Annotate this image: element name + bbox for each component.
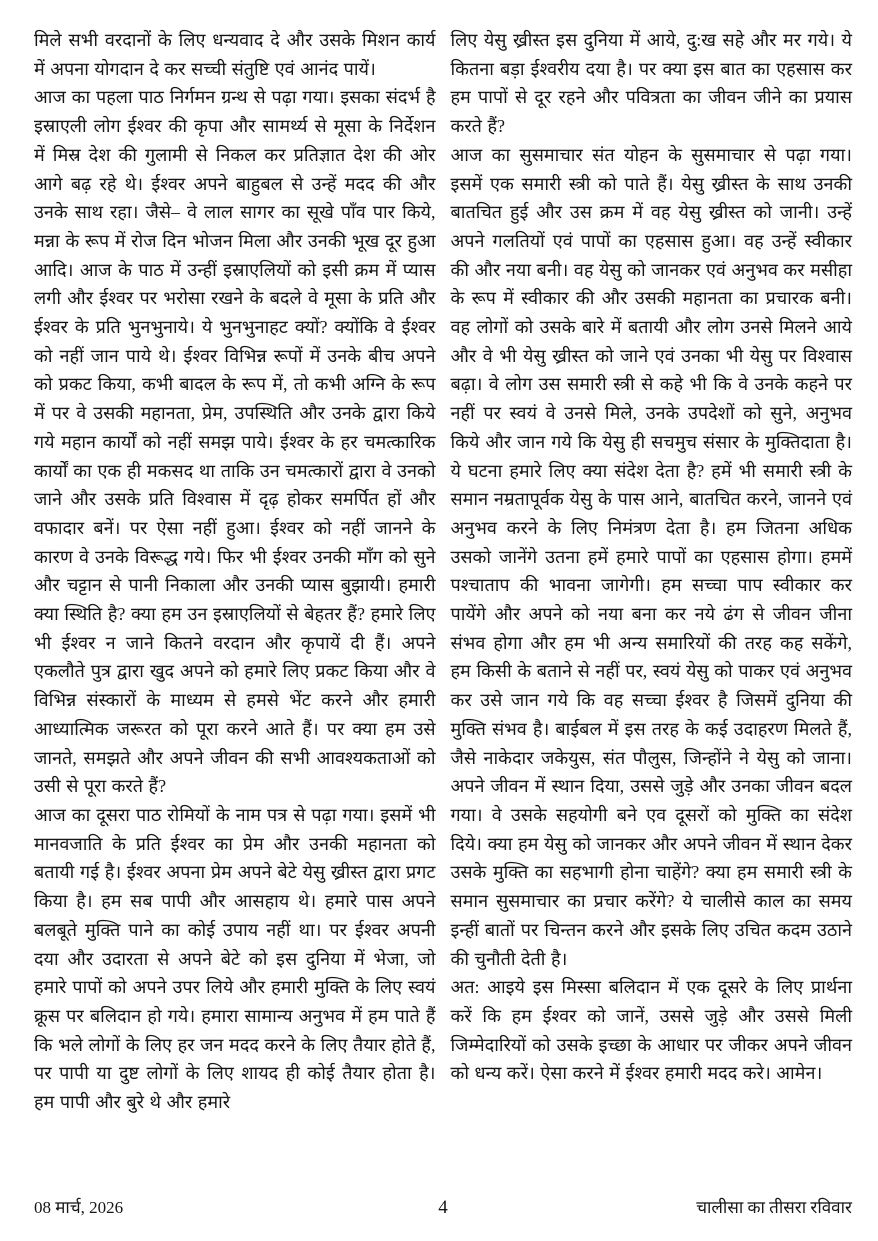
page-footer — [34, 1195, 852, 1219]
footer-page-number: 4 — [438, 1197, 448, 1218]
left-column — [34, 26, 436, 1117]
right-column — [451, 26, 853, 1117]
paragraph: आज का दूसरा पाठ रोमियों के नाम पत्र से पढ़ा गया। इसमें भी मानवजाति के प्रति ईश्वर का प्रेम और उनकी महानता को बतायी गई है। ईश्वर अपना प्रेम अपने बेटे येसु ख्रीस्त द्वारा प्रगट किया है। हम सब पापी और आसहाय थे। हमारे पास अपने बलबूते मुक्ति पाने का कोई उपाय नहीं था। पर ईश्वर अपनी दया और उदारता से अपने बेटे को इस दुनिया में भेजा, जो हमारे पापों को अपने उपर लिये और हमारी मुक्ति के लिए स्वयं क्रूस पर बलिदान हो गये। हमारा सामान्य अनुभव में हम पाते हैं कि भले लोगों के लिए हर जन मदद करने के लिए तैयार होते हैं, पर पापी या दुष्ट लोगों के लिए शायद ही कोई तैयार होता है। हम पापी और बुरे थे और हमारे — [34, 804, 436, 1113]
paragraph: आज का पहला पाठ निर्गमन ग्रन्थ से पढ़ा गया। इसका संदर्भ है इस्राएली लोग ईश्वर की कृपा और सामर्थ्य से मूसा के निर्देशन में मिस्र देश की गुलामी से निकल कर प्रतिज्ञात देश की ओर आगे बढ़ रहे थे। ईश्वर अपने बाहुबल से उन्हें मदद की और उनके साथ रहा। जैसे– वे लाल सागर का सूखे पाँव पार किये, मन्ना के रूप में रोज दिन भोजन मिला और उनकी भूख दूर हुआ आदि। आज के पाठ में उन्हीं इस्राएलियों को इसी क्रम में प्यास लगी और ईश्वर पर भरोसा रखने के बदले वे मूसा के प्रति और ईश्वर के प्रति भुनभुनाये। ये भुनभुनाहट क्यों? क्योंकि वे ईश्वर को नहीं जान पाये थे। ईश्वर विभिन्न रूपों में उनके बीच अपने को प्रकट किया, कभी बादल के रूप में, तो कभी अग्नि के रूप में पर वे उसकी महानता, प्रेम, उपस्थिति और उनके द्वारा किये गये महान कार्यों को नहीं समझ पाये। ईश्वर के हर चमत्कारिक कार्यों का एक ही मकसद था ताकि उन चमत्कारों द्वारा वे उनको जाने और उसके प्रति विश्वास में दृढ़ होकर समर्पित हों और वफादार बनें। पर ऐसा नहीं हुआ। ईश्वर को नहीं जानने के कारण वे उनके विरूद्ध गये। फिर भी ईश्वर उनकी माँग को सुने और चट्टान से पानी निकाला और उनकी प्यास बुझायी। हमारी क्या स्थिति है? क्या हम उन इस्राएलियों से बेहतर हैं? हमारे लिए भी ईश्वर न जाने कितने वरदान और कृपायें दी हैं। अपने एकलौते पुत्र द्वारा खुद अपने को हमारे लिए प्रकट किया और वे विभिन्न संस्कारों के माध्यम से हमसे भेंट करने और हमारी आध्यात्मिक जरूरत को पूरा करने आते हैं। पर क्या हम उसे जानते, समझते और अपने जीवन की सभी आवश्यकताओं को उसी से पूरा करते हैं? — [34, 87, 436, 797]
paragraph: लिए येसु ख्रीस्त इस दुनिया में आये, दु:ख सहे और मर गये। ये कितना बड़ा ईश्वरीय दया है। पर क्या इस बात का एहसास कर हम पापों से दूर रहने और पवित्रता का जीवन जीने का प्रयास करते हैं? — [450, 30, 852, 137]
footer-section-title: चालीसा का तीसरा रविवार — [696, 1198, 852, 1217]
paragraph: अत: आइये इस मिस्सा बलिदान में एक दूसरे के लिए प्रार्थना करें कि हम ईश्वर को जानें, उससे जुड़े और उससे मिली जिम्मेदारियों को उसके इच्छा के आधार पर जीकर अपने जीवन को धन्य करें। ऐसा करने में ईश्वर हमारी मदद करे। आमेन। — [450, 977, 852, 1084]
paragraph: आज का सुसमाचार संत योहन के सुसमाचार से पढ़ा गया। इसमें एक समारी स्त्री को पाते हैं। येसु ख्रीस्त के साथ उनकी बातचित हुई और उस क्रम में वह येसु ख्रीस्त को जानी। उन्हें अपने गलतियों एवं पापों का एहसास हुआ। वह उन्हें स्वीकार की और नया बनी। वह येसु को जानकर एवं अनुभव कर मसीहा के रूप में स्वीकार की और उसकी महानता का प्रचारक बनी। वह लोगों को उसके बारे में बतायी और लोग उनसे मिलने आये और वे भी येसु ख्रीस्त को जाने एवं उनका भी येसु पर विश्वास बढ़ा। वे लोग उस समारी स्त्री से कहे भी कि वे उनके कहने पर नहीं पर स्वयं वे उनसे मिले, उनके उपदेशों को सुने, अनुभव किये और जान गये कि येसु ही सचमुच संसार के मुक्तिदाता है। ये घटना हमारे लिए क्या संदेश देता है? हमें भी समारी स्त्री के समान नम्रतापूर्वक येसु के पास आने, बातचित करने, जानने एवं अनुभव करने के लिए निमंत्रण देता है। हम जितना अधिक उसको जानेंगे उतना हमें हमारे पापों का एहसास होगा। हममें पश्चाताप की भावना जागेगी। हम सच्चा पाप स्वीकार कर पायेंगे और अपने को नया बना कर नये ढंग से जीवन जीना संभव होगा और हम भी अन्य समारियों की तरह कह सकेंगे, हम किसी के बताने से नहीं पर, स्वयं येसु को पाकर एवं अनुभव कर उसे जान गये कि वह सच्चा ईश्वर है जिसमें दुनिया की मुक्ति संभव है। बाईबल में इस तरह के कई उदाहरण मिलते हैं, जैसे नाकेदार जकेयुस, संत पौलुस, जिन्होंने ने येसु को जाना। अपने जीवन में स्थान दिया, उससे जुड़े और उनका जीवन बदल गया। वे उसके सहयोगी बने एव दूसरों को मुक्ति का संदेश दिये। क्या हम येसु को जानकर और अपने जीवन में स्थान देकर उसके मुक्ति का सहभागी होना चाहेंगे? क्या हम समारी स्त्री के समान सुसमाचार का प्रचार करेंगे? ये चालीसे काल का समय इन्हीं बातों पर चिन्तन करने और इसके लिए उचित कदम उठाने की चुनौती देती है। — [450, 144, 852, 969]
text-columns — [34, 26, 852, 1117]
footer-date: 08 मार्च, 2026 — [34, 1198, 124, 1217]
paragraph: मिले सभी वरदानों के लिए धन्यवाद दे और उसके मिशन कार्य में अपना योगदान दे कर सच्ची संतुष्टि एवं आनंद पायें। — [34, 30, 436, 79]
